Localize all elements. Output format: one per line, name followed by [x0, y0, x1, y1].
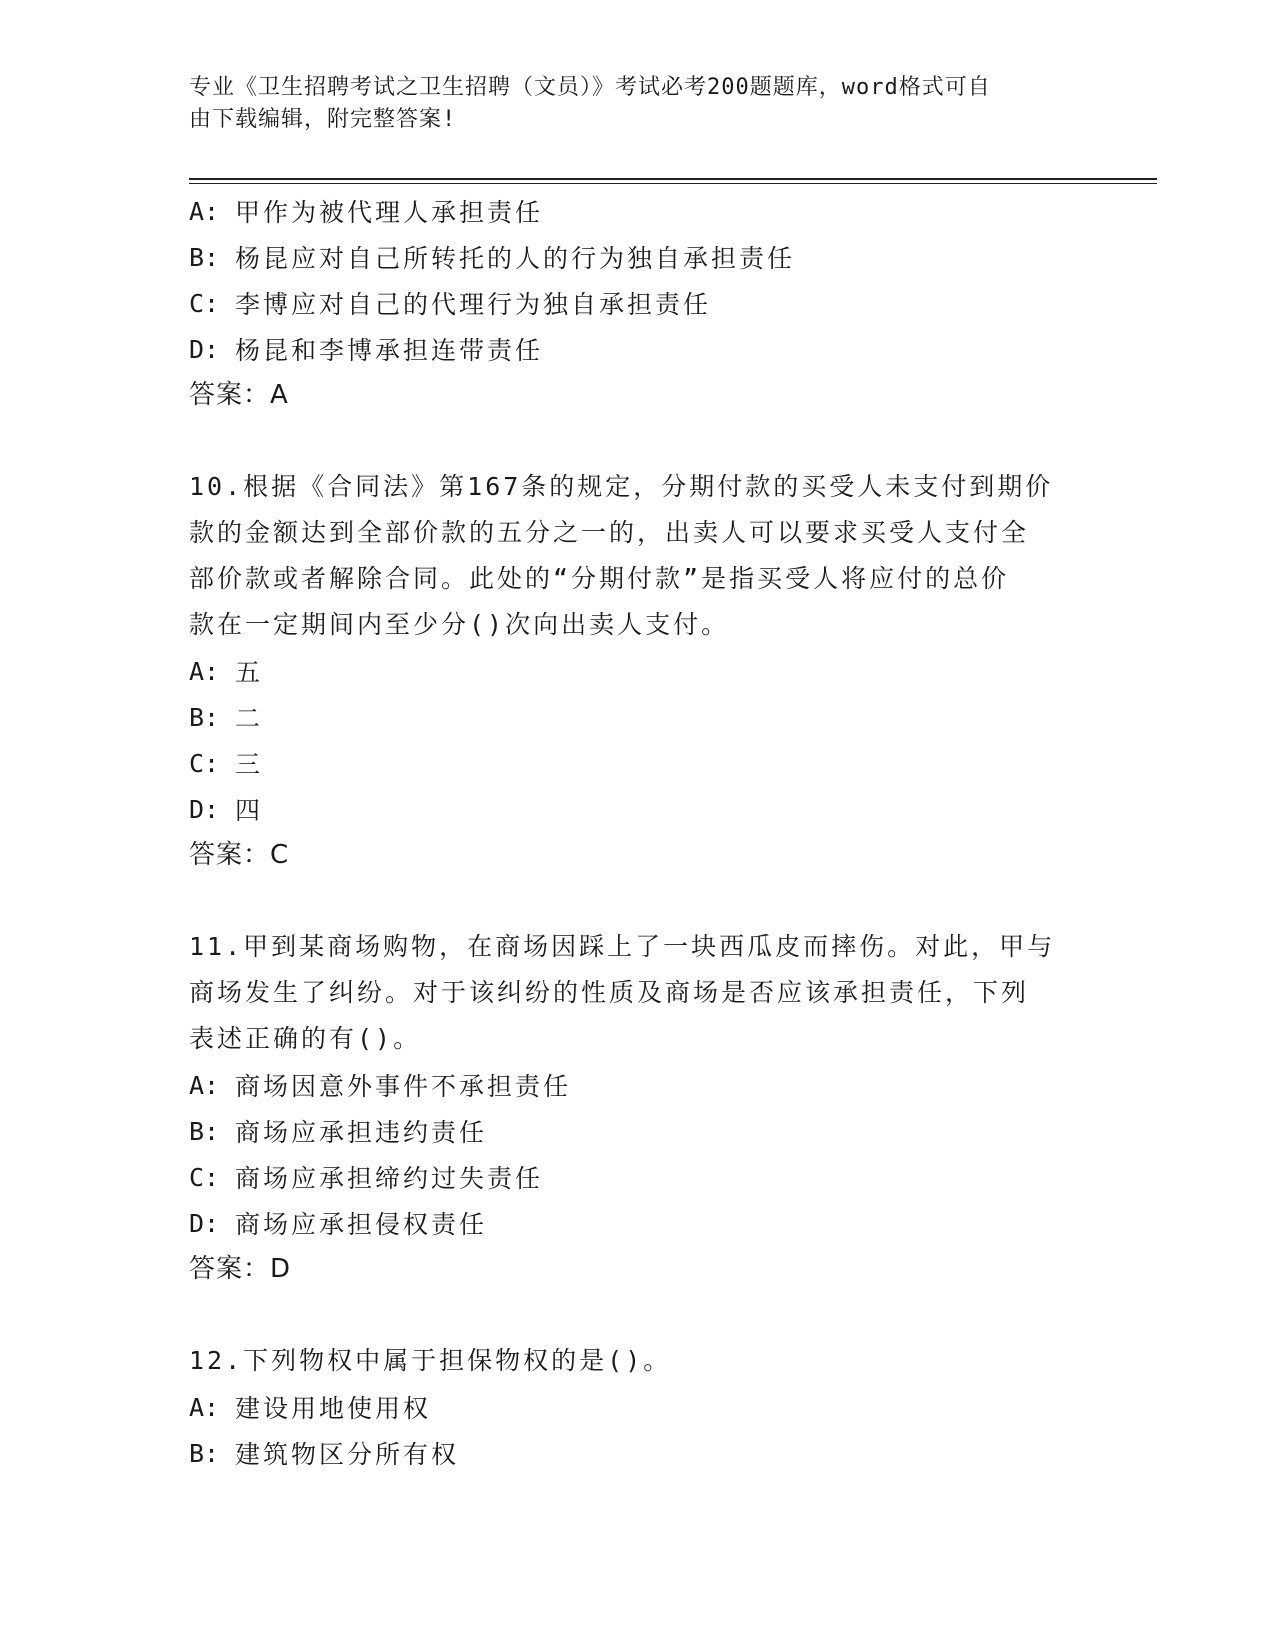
option-text: 杨昆应对自己所转托的人的行为独自承担责任 [235, 244, 796, 273]
spacer [189, 878, 1089, 924]
option-text: 李博应对自己的代理行为独自承担责任 [235, 290, 712, 319]
spacer [189, 1292, 1089, 1338]
option-text: 二 [235, 704, 264, 733]
question-stem [189, 1338, 1069, 1384]
option-a [189, 188, 1089, 234]
header-divider-thick [189, 178, 1157, 180]
option-letter: A: [189, 1070, 220, 1100]
question-line: 10.根据《合同法》第167条的规定，分期付款的买受人未支付到期价 [189, 472, 1054, 501]
question-line: 部价款或者解除合同。此处的“分期付款”是指买受人将应付的总价 [189, 564, 1010, 593]
option-b [189, 694, 1089, 740]
option-letter: D: [189, 1208, 220, 1238]
header-line-2: 由下载编辑，附完整答案! [189, 107, 457, 132]
spacer [189, 418, 1089, 464]
header-divider-thin [189, 183, 1157, 184]
option-letter: C: [189, 1162, 220, 1192]
option-text: 建筑物区分所有权 [235, 1440, 460, 1469]
question-content [189, 188, 1089, 1476]
document-header [189, 72, 1069, 136]
option-d [189, 1200, 1089, 1246]
option-text: 商场应承担侵权责任 [235, 1210, 488, 1239]
option-text: 商场应承担缔约过失责任 [235, 1164, 544, 1193]
question-12 [189, 1338, 1089, 1476]
option-a [189, 1384, 1089, 1430]
question-10 [189, 464, 1089, 878]
option-letter: A: [189, 656, 220, 686]
question-line: 款在一定期间内至少分()次向出卖人支付。 [189, 610, 730, 639]
option-letter: B: [189, 242, 220, 272]
option-text: 四 [235, 796, 264, 825]
header-line-1: 专业《卫生招聘考试之卫生招聘（文员）》考试必考200题题库，word格式可自 [189, 75, 991, 100]
option-d [189, 326, 1089, 372]
option-c [189, 1154, 1089, 1200]
question-line: 12.下列物权中属于担保物权的是()。 [189, 1346, 672, 1375]
answer-line: 答案：A [189, 380, 289, 410]
option-text: 商场应承担违约责任 [235, 1118, 488, 1147]
question-line: 款的金额达到全部价款的五分之一的，出卖人可以要求买受人支付全 [189, 518, 1030, 547]
option-b [189, 234, 1089, 280]
option-text: 三 [235, 750, 264, 779]
question-line: 11.甲到某商场购物，在商场因踩上了一块西瓜皮而摔伤。对此，甲与 [189, 932, 1056, 961]
question-stem [189, 924, 1069, 1062]
option-letter: A: [189, 196, 220, 226]
option-letter: A: [189, 1392, 220, 1422]
option-letter: B: [189, 1438, 220, 1468]
option-b [189, 1430, 1089, 1476]
option-c [189, 280, 1089, 326]
option-text: 建设用地使用权 [235, 1394, 432, 1423]
option-letter: C: [189, 748, 220, 778]
option-letter: D: [189, 334, 220, 364]
option-d [189, 786, 1089, 832]
option-c [189, 740, 1089, 786]
option-a [189, 648, 1089, 694]
option-text: 五 [235, 658, 264, 687]
option-a [189, 1062, 1089, 1108]
question-line: 商场发生了纠纷。对于该纠纷的性质及商场是否应该承担责任，下列 [189, 978, 1030, 1007]
option-letter: B: [189, 702, 220, 732]
question-stem [189, 464, 1069, 648]
question-line: 表述正确的有()。 [189, 1024, 422, 1053]
answer-line: 答案：D [189, 1254, 292, 1284]
option-b [189, 1108, 1089, 1154]
option-text: 甲作为被代理人承担责任 [235, 198, 544, 227]
option-letter: B: [189, 1116, 220, 1146]
answer-line: 答案：C [189, 840, 290, 870]
option-text: 杨昆和李博承担连带责任 [235, 336, 544, 365]
question-11 [189, 924, 1089, 1292]
question-9-options [189, 188, 1089, 418]
option-text: 商场因意外事件不承担责任 [235, 1072, 572, 1101]
option-letter: C: [189, 288, 220, 318]
option-letter: D: [189, 794, 220, 824]
